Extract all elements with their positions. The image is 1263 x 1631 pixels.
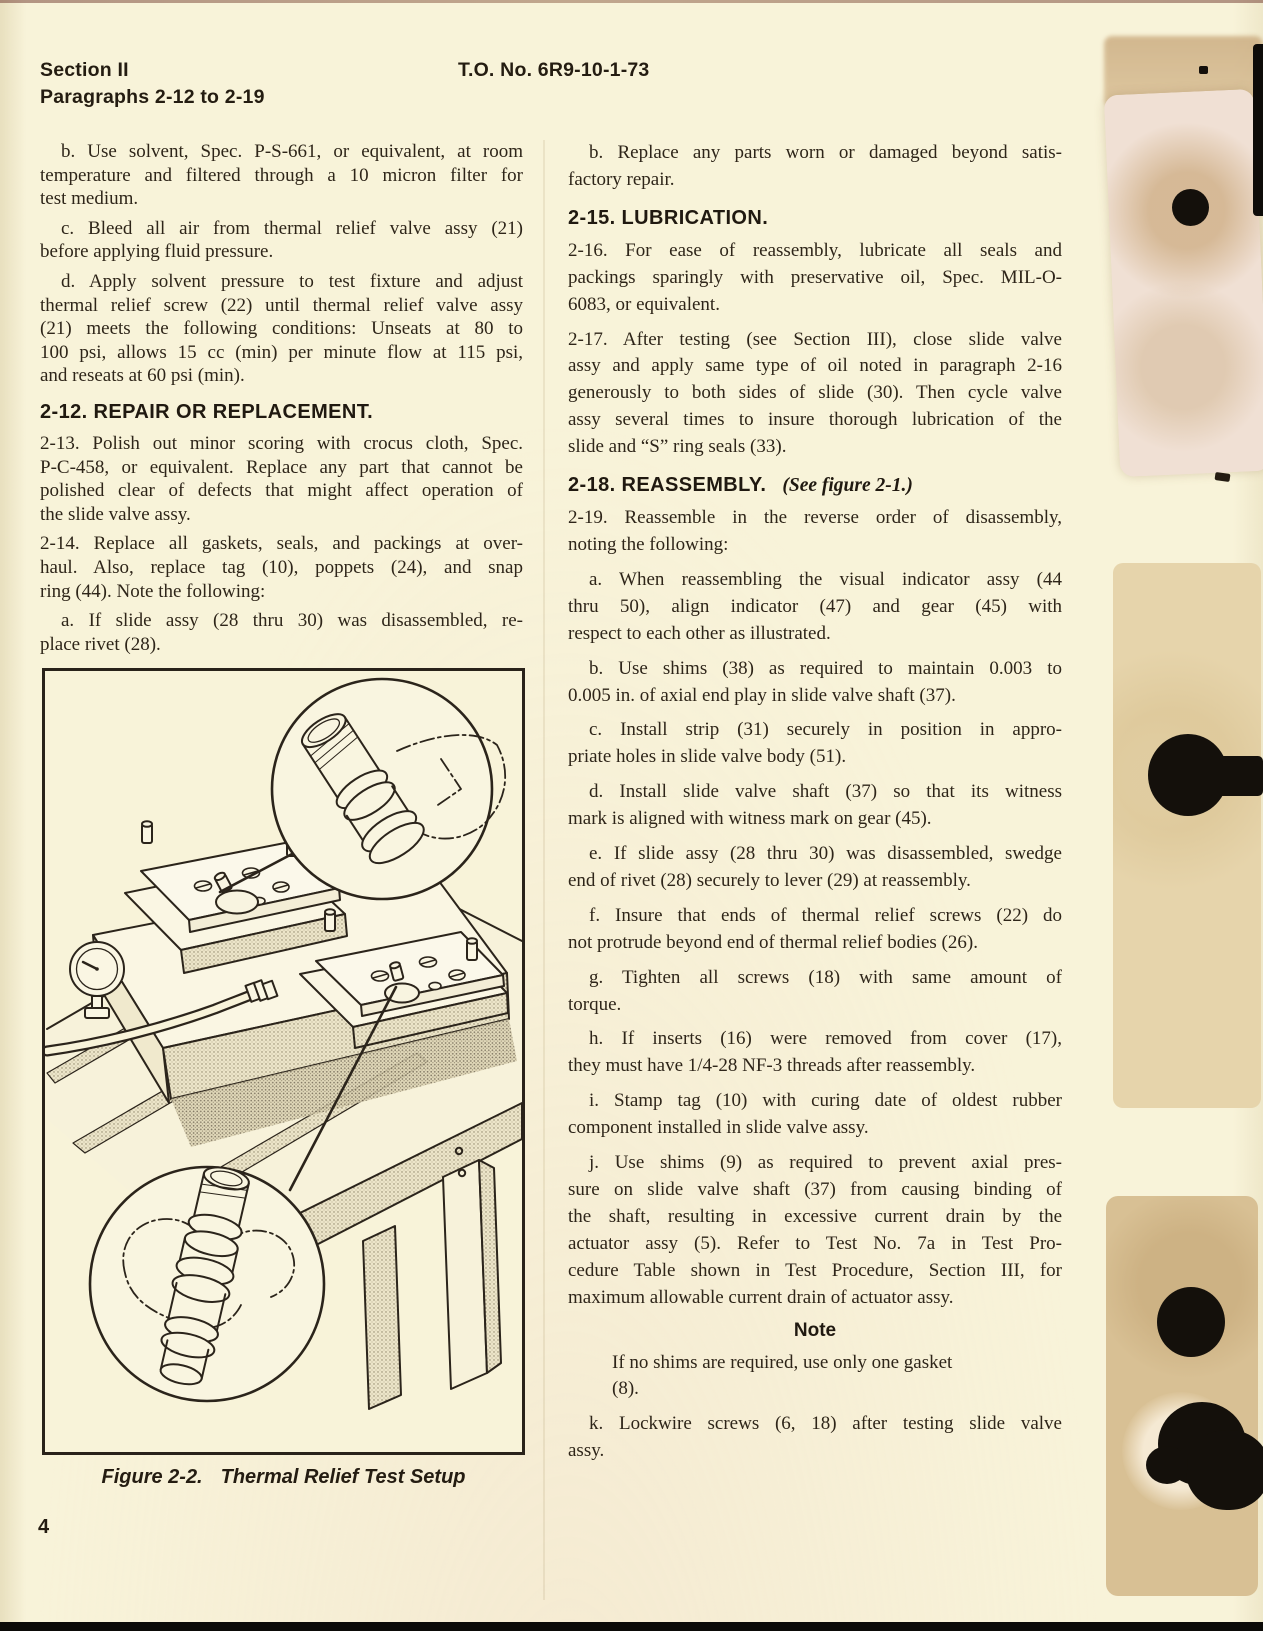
text-line: priate holes in slide valve body (51). (568, 746, 847, 768)
text-line: noting the following: (568, 533, 729, 555)
text-line: j. Use shims (9) as required to prevent axial pres- (589, 1152, 1062, 1174)
text-line: the shaft, resulting in excessive current drain by the (568, 1205, 1062, 1227)
figure-caption (42, 1466, 525, 1489)
doc-number: T.O. No. 6R9-10-1-73 (458, 59, 650, 81)
paragraph (568, 1150, 1062, 1311)
text-line: c. Bleed all air from thermal relief valve assy (21) (61, 217, 523, 239)
text-line: k. Lockwire screws (6, 18) after testing slide valve (589, 1413, 1062, 1435)
text-line: ring (44). Note the following: (40, 580, 266, 602)
note-heading: Note (793, 1319, 837, 1341)
text-line: d. Apply solvent pressure to test fixture and adjust (61, 270, 523, 292)
punch-hole-bottom-lower (1146, 1446, 1188, 1484)
text-line: 2-17. After testing (see Section III), close slide valve (568, 328, 1062, 350)
ink-speck (1199, 66, 1208, 74)
punch-hole-middle-tear (1208, 756, 1263, 796)
paragraph (568, 1026, 1062, 1080)
text-line: and reseats at 60 psi (min). (40, 365, 245, 387)
text-line: b. Replace any parts worn or damaged beyond satis- (589, 142, 1062, 163)
scan-bottom-edge (0, 1622, 1263, 1631)
text-line: If no shims are required, use only one gasket (612, 1351, 953, 1373)
detail-circle-top (272, 679, 505, 899)
paragraph (568, 1411, 1062, 1465)
text-line: 0.005 in. of axial end play in slide valve shaft (37). (568, 684, 956, 706)
paragraph (568, 656, 1062, 710)
heading-text: 2-15. LUBRICATION. (568, 206, 769, 229)
paragraph (568, 717, 1062, 771)
paragraph (40, 270, 523, 388)
tape-patch-middle (1113, 563, 1261, 1108)
text-line: i. Stamp tag (10) with curing date of oldest rubber (589, 1090, 1062, 1112)
figure-2-2-frame (42, 668, 525, 1455)
scan-right-edge (1253, 44, 1263, 216)
text-line: P-C-458, or equivalent. Replace any part that cannot be (40, 456, 523, 478)
text-line: test medium. (40, 188, 139, 210)
text-line: thru 50), align indicator (47) and gear (45) with (568, 595, 1062, 617)
text-line: before applying fluid pressure. (40, 241, 274, 263)
text-line: thermal relief screw (22) until thermal relief valve assy (40, 294, 523, 316)
figure-caption-label: Figure 2-2. (101, 1466, 203, 1488)
paragraph (568, 567, 1062, 648)
paragraph (568, 903, 1062, 957)
scan-top-edge (0, 0, 1263, 3)
text-line: 6083, or equivalent. (568, 293, 720, 315)
left-column (40, 140, 523, 662)
text-line: 100 psi, allows 15 cc (min) per minute flow at 115 psi, (40, 341, 523, 363)
text-line: a. If slide assy (28 thru 30) was disassembled, re- (61, 610, 523, 632)
valve-port-left (216, 891, 258, 914)
paragraph (40, 217, 523, 264)
paragraph (568, 327, 1062, 462)
text-line: assy and apply same type of oil noted in paragraph 2-16 (568, 355, 1062, 377)
figure-caption-title: Thermal Relief Test Setup (220, 1466, 466, 1488)
paragraph (40, 609, 523, 656)
text-line: maximum allowable current drain of actuator assy. (568, 1286, 954, 1308)
figure-2-2-illustration (45, 671, 522, 1452)
text-line: factory repair. (568, 168, 675, 190)
heading-cross-reference: (See figure 2-1.) (782, 475, 913, 497)
section-heading (568, 207, 1062, 230)
paragraph (568, 238, 1062, 319)
text-line: f. Insure that ends of thermal relief screws (22) do (589, 904, 1062, 926)
text-line: generously to both sides of slide (30). Then cycle valve (568, 382, 1062, 404)
ink-dash (1215, 472, 1231, 482)
page-number: 4 (38, 1516, 50, 1538)
column-gutter-crease (543, 140, 545, 1600)
text-line: 2-13. Polish out minor scoring with crocus cloth, Spec. (40, 432, 523, 454)
heading-text: 2-12. REPAIR OR REPLACEMENT. (40, 400, 374, 423)
text-line: cedure Table shown in Test Procedure, Section III, for (568, 1259, 1062, 1281)
text-line: h. If inserts (16) were removed from cover (17), (589, 1028, 1062, 1050)
section-title: Section II (40, 59, 129, 81)
text-line: torque. (568, 993, 622, 1015)
paragraph (40, 140, 523, 211)
text-line: mark is aligned with witness mark on gear (45). (568, 808, 932, 830)
section-heading (568, 474, 1062, 497)
text-line: c. Install strip (31) securely in position in appro- (589, 719, 1062, 741)
text-line: end of rivet (28) securely to lever (29) at reassembly. (568, 869, 971, 891)
paragraph (568, 140, 1062, 194)
text-line: slide and “S” ring seals (33). (568, 436, 787, 458)
heading-text: 2-18. REASSEMBLY. (568, 474, 767, 497)
text-line: temperature and filtered through a 10 micron filter for (40, 164, 523, 186)
text-line: they must have 1/4-28 NF-3 threads after reassembly. (568, 1055, 976, 1077)
text-line: the slide valve assy. (40, 503, 191, 525)
text-line: haul. Also, replace tag (10), poppets (24), and snap (40, 556, 523, 578)
text-line: a. When reassembling the visual indicator assy (44 (589, 568, 1062, 590)
text-line: (8). (612, 1378, 639, 1400)
text-line: d. Install slide valve shaft (37) so that its witness (589, 781, 1062, 803)
text-line: 2-16. For ease of reassembly, lubricate all seals and (568, 239, 1062, 261)
text-line: 2-19. Reassemble in the reverse order of disassembly, (568, 507, 1062, 529)
text-line: sure on slide valve shaft (37) from causing binding of (568, 1179, 1062, 1200)
text-line: (21) meets the following conditions: Unseats at 80 to (40, 318, 523, 340)
tape-patch-top (1104, 89, 1263, 477)
paragraph (568, 1350, 1062, 1404)
text-line: e. If slide assy (28 thru 30) was disassembled, swedge (589, 843, 1062, 865)
paragraph (40, 532, 523, 603)
hose-fittings (246, 980, 278, 1002)
paragraph (568, 505, 1062, 559)
text-line: respect to each other as illustrated. (568, 622, 831, 644)
text-line: place rivet (28). (40, 633, 161, 655)
text-line: actuator assy (5). Refer to Test No. 7a in Test Pro- (568, 1232, 1062, 1254)
paragraph (568, 779, 1062, 833)
text-line: packings sparingly with preservative oil, Spec. MIL-O- (568, 266, 1062, 288)
text-line: polished clear of defects that might affect operation of (40, 480, 523, 502)
paragraph-range: Paragraphs 2-12 to 2-19 (40, 86, 265, 108)
punch-hole-bottom-upper (1157, 1287, 1225, 1357)
text-line: b. Use shims (38) as required to maintain 0.003 to (589, 657, 1062, 679)
header-left (40, 57, 265, 111)
text-line: b. Use solvent, Spec. P-S-661, or equivalent, at room (61, 141, 523, 162)
text-line: component installed in slide valve assy. (568, 1117, 869, 1139)
text-line: not protrude beyond end of thermal relief bodies (26). (568, 931, 978, 953)
punch-hole-bottom-lower (1186, 1430, 1263, 1510)
section-heading (40, 401, 523, 424)
paragraph (568, 841, 1062, 895)
paragraph (568, 1088, 1062, 1142)
punch-hole-top (1172, 189, 1209, 226)
text-line: assy. (568, 1440, 605, 1462)
text-line: 2-14. Replace all gaskets, seals, and packings at over- (40, 533, 523, 555)
paragraph (568, 965, 1062, 1019)
paragraph (40, 432, 523, 526)
text-line: g. Tighten all screws (18) with same amount of (589, 966, 1062, 988)
right-column (568, 140, 1062, 1473)
text-line: assy several times to insure thorough lubrication of the (568, 409, 1062, 431)
